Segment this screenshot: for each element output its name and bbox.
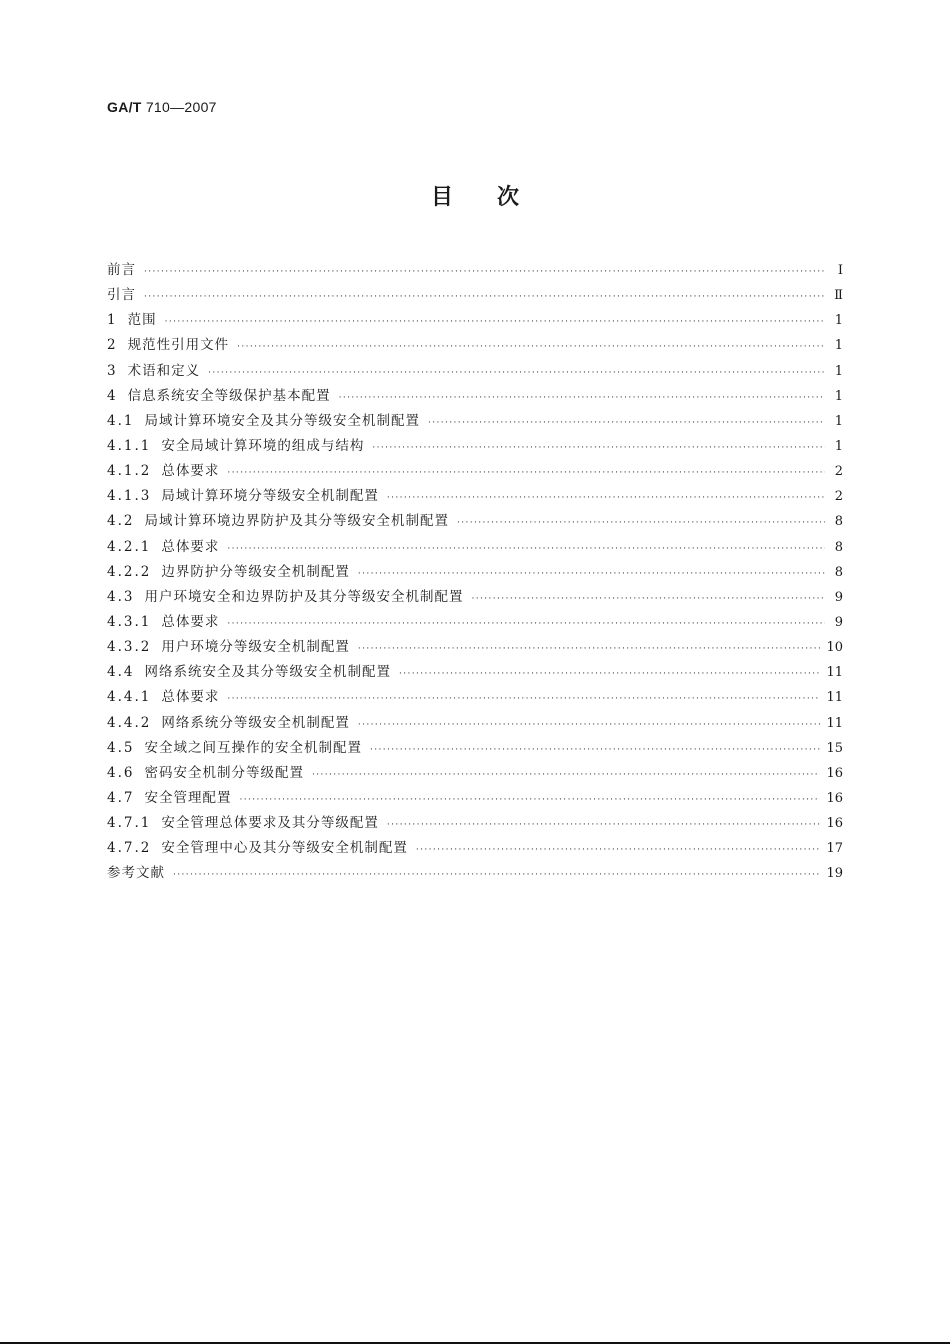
toc-dot-leader [173, 870, 820, 880]
toc-entry-label [107, 384, 331, 404]
toc-dot-leader [457, 518, 825, 528]
toc-entry-page: Ⅰ [837, 263, 843, 278]
toc-entry-number: 4.4.1 [107, 689, 152, 706]
toc-entry-label [107, 359, 200, 379]
toc-entry-title: 安全局域计算环境的组成与结构 [161, 437, 365, 454]
toc-entry-page: 16 [826, 790, 843, 806]
toc-entry-page: 1 [834, 438, 843, 454]
toc-dot-leader [165, 317, 825, 327]
page-title: 目次 [430, 185, 563, 210]
toc-entry-title: 总体要求 [161, 463, 220, 480]
toc-entry-number: 4.2.2 [107, 563, 152, 580]
toc-entry-title: 用户环境分等级安全机制配置 [161, 639, 350, 656]
toc-entry-number: 4.3.1 [107, 613, 152, 630]
toc-entry-label [107, 811, 379, 831]
toc-entry-title: 范围 [127, 312, 157, 329]
toc-entry-title: 网络系统分等级安全机制配置 [161, 714, 350, 731]
toc-entry[interactable] [107, 484, 843, 509]
toc-entry-number: 1 [107, 312, 118, 329]
toc-entry-label [107, 258, 136, 278]
toc-entry[interactable] [107, 560, 843, 585]
toc-entry-page: 8 [834, 564, 843, 580]
toc-entry[interactable] [107, 359, 843, 384]
toc-entry[interactable] [107, 283, 843, 308]
toc-dot-leader [358, 644, 821, 654]
toc-entry-label [107, 685, 219, 705]
toc-entry[interactable] [107, 836, 843, 861]
toc-dot-leader [208, 368, 825, 378]
toc-entry-label [107, 861, 165, 881]
toc-entry-title: 参考文献 [107, 865, 165, 882]
toc-entry-title: 总体要求 [161, 538, 220, 555]
toc-entry-title: 边界防护分等级安全机制配置 [161, 563, 350, 580]
toc-entry[interactable] [107, 434, 843, 459]
toc-entry-title: 安全域之间互操作的安全机制配置 [144, 739, 362, 756]
toc-entry-label [107, 560, 350, 580]
toc-entry-label [107, 509, 449, 529]
toc-entry-label [107, 635, 350, 655]
toc-dot-leader [370, 745, 820, 755]
toc-entry-title: 局域计算环境边界防护及其分等级安全机制配置 [144, 513, 449, 530]
toc-entry[interactable] [107, 786, 843, 811]
toc-entry[interactable] [107, 333, 843, 358]
toc-entry-number: 4.2 [107, 513, 135, 530]
toc-entry-page: 10 [826, 640, 843, 656]
toc-entry-label [107, 535, 219, 555]
toc-entry-number: 2 [107, 337, 118, 354]
toc-dot-leader [471, 594, 825, 604]
toc-entry-label [107, 711, 350, 731]
toc-entry-page: Ⅱ [834, 288, 843, 304]
toc-entry[interactable] [107, 535, 843, 560]
toc-entry-number: 4.1 [107, 412, 135, 429]
toc-entry-number: 4.5 [107, 739, 135, 756]
toc-entry[interactable] [107, 811, 843, 836]
toc-entry-page: 1 [834, 388, 843, 404]
toc-entry-label [107, 409, 420, 429]
toc-entry-label [107, 333, 229, 353]
toc-entry-number: 4.1.2 [107, 463, 152, 480]
toc-entry-number: 4.6 [107, 764, 135, 781]
toc-dot-leader [399, 669, 820, 679]
toc-dot-leader [312, 770, 820, 780]
toc-dot-leader [237, 342, 825, 352]
toc-entry-title: 安全管理中心及其分等级安全机制配置 [161, 840, 408, 857]
toc-entry-title: 网络系统安全及其分等级安全机制配置 [144, 664, 391, 681]
toc-dot-leader [227, 468, 825, 478]
toc-entry-number: 4.3 [107, 588, 135, 605]
toc-entry-number: 4.4 [107, 664, 135, 681]
toc-entry-number: 4.7.1 [107, 815, 152, 832]
toc-entry-label [107, 283, 136, 303]
toc-dot-leader [144, 267, 825, 277]
toc-entry-number: 4.7 [107, 789, 135, 806]
toc-dot-leader [416, 845, 821, 855]
toc-dot-leader [239, 795, 820, 805]
toc-entry-page: 9 [834, 589, 843, 605]
toc-entry-page: 1 [834, 413, 843, 429]
toc-entry-number: 4.2.1 [107, 538, 152, 555]
toc-entry-page: 11 [826, 690, 843, 706]
toc-entry[interactable] [107, 660, 843, 685]
toc-entry[interactable] [107, 761, 843, 786]
toc-entry-page: 11 [826, 665, 843, 681]
toc-entry-title: 信息系统安全等级保护基本配置 [127, 387, 331, 404]
toc-entry-number: 3 [107, 362, 118, 379]
toc-entry-title: 用户环境安全和边界防护及其分等级安全机制配置 [144, 588, 464, 605]
toc-dot-leader [227, 544, 825, 554]
toc-dot-leader [339, 393, 825, 403]
toc-entry-title: 安全管理总体要求及其分等级配置 [161, 815, 379, 832]
toc-entry-number: 4 [107, 387, 118, 404]
toc-entry-number: 4.3.2 [107, 639, 152, 656]
standard-code-prefix: GA/T [107, 99, 142, 115]
toc-entry[interactable] [107, 736, 843, 761]
toc-entry-label [107, 660, 391, 680]
toc-entry-page: 17 [826, 841, 843, 857]
toc-entry-title: 术语和定义 [127, 362, 201, 379]
toc-entry[interactable] [107, 258, 843, 283]
toc-entry-page: 2 [834, 464, 843, 480]
toc-entry[interactable] [107, 384, 843, 409]
toc-entry-label [107, 736, 362, 756]
toc-entry-number: 4.1.3 [107, 488, 152, 505]
toc-entry-title: 局域计算环境分等级安全机制配置 [161, 488, 379, 505]
toc-entry-page: 9 [834, 614, 843, 630]
toc-entry-label [107, 585, 463, 605]
toc-entry-label [107, 484, 379, 504]
toc-entry-label [107, 459, 219, 479]
toc-entry[interactable] [107, 308, 843, 333]
toc-dot-leader [358, 720, 821, 730]
toc-entry-title: 密码安全机制分等级配置 [144, 764, 304, 781]
toc-entry-page: 1 [834, 313, 843, 329]
toc-entry-page: 8 [834, 514, 843, 530]
toc-entry[interactable] [107, 711, 843, 736]
standard-code [107, 99, 217, 115]
toc-entry[interactable] [107, 610, 843, 635]
toc-entry-page: 2 [834, 489, 843, 505]
toc-entry-page: 11 [826, 715, 843, 731]
toc-entry[interactable] [107, 509, 843, 534]
toc-entry-page: 1 [834, 363, 843, 379]
toc-entry-page: 16 [826, 816, 843, 832]
toc-entry-page: 19 [826, 866, 843, 882]
toc-entry-label [107, 308, 157, 328]
toc-entry-number: 4.7.2 [107, 840, 152, 857]
toc-entry-title: 前言 [107, 262, 136, 278]
toc-entry-label [107, 434, 364, 454]
toc-entry-title: 安全管理配置 [144, 789, 232, 806]
toc-entry-label [107, 786, 231, 806]
toc-dot-leader [144, 292, 825, 302]
toc-entry[interactable] [107, 861, 843, 886]
toc-entry-page: 1 [834, 338, 843, 354]
toc-entry-title: 规范性引用文件 [127, 337, 230, 354]
toc-dot-leader [428, 418, 825, 428]
toc-dot-leader [387, 493, 825, 503]
toc-entry[interactable] [107, 585, 843, 610]
toc-entry-page: 15 [826, 740, 843, 756]
toc-entry-title: 引言 [107, 287, 136, 304]
toc-entry-title: 局域计算环境安全及其分等级安全机制配置 [144, 412, 420, 429]
toc-dot-leader [372, 443, 825, 453]
toc-entry-label [107, 610, 219, 630]
table-of-contents [107, 258, 843, 887]
toc-entry-page: 8 [834, 539, 843, 555]
toc-entry[interactable] [107, 409, 843, 434]
toc-entry-title: 总体要求 [161, 689, 220, 706]
toc-entry-label [107, 836, 408, 856]
toc-entry-label [107, 761, 304, 781]
standard-code-number: 710—2007 [141, 99, 217, 115]
toc-dot-leader [387, 820, 821, 830]
toc-entry[interactable] [107, 459, 843, 484]
toc-dot-leader [227, 619, 825, 629]
toc-entry-page: 16 [826, 765, 843, 781]
toc-entry[interactable] [107, 635, 843, 660]
toc-entry-number: 4.1.1 [107, 437, 152, 454]
toc-entry-number: 4.4.2 [107, 714, 152, 731]
toc-dot-leader [227, 694, 820, 704]
toc-dot-leader [358, 569, 825, 579]
toc-entry[interactable] [107, 685, 843, 710]
toc-entry-title: 总体要求 [161, 613, 220, 630]
